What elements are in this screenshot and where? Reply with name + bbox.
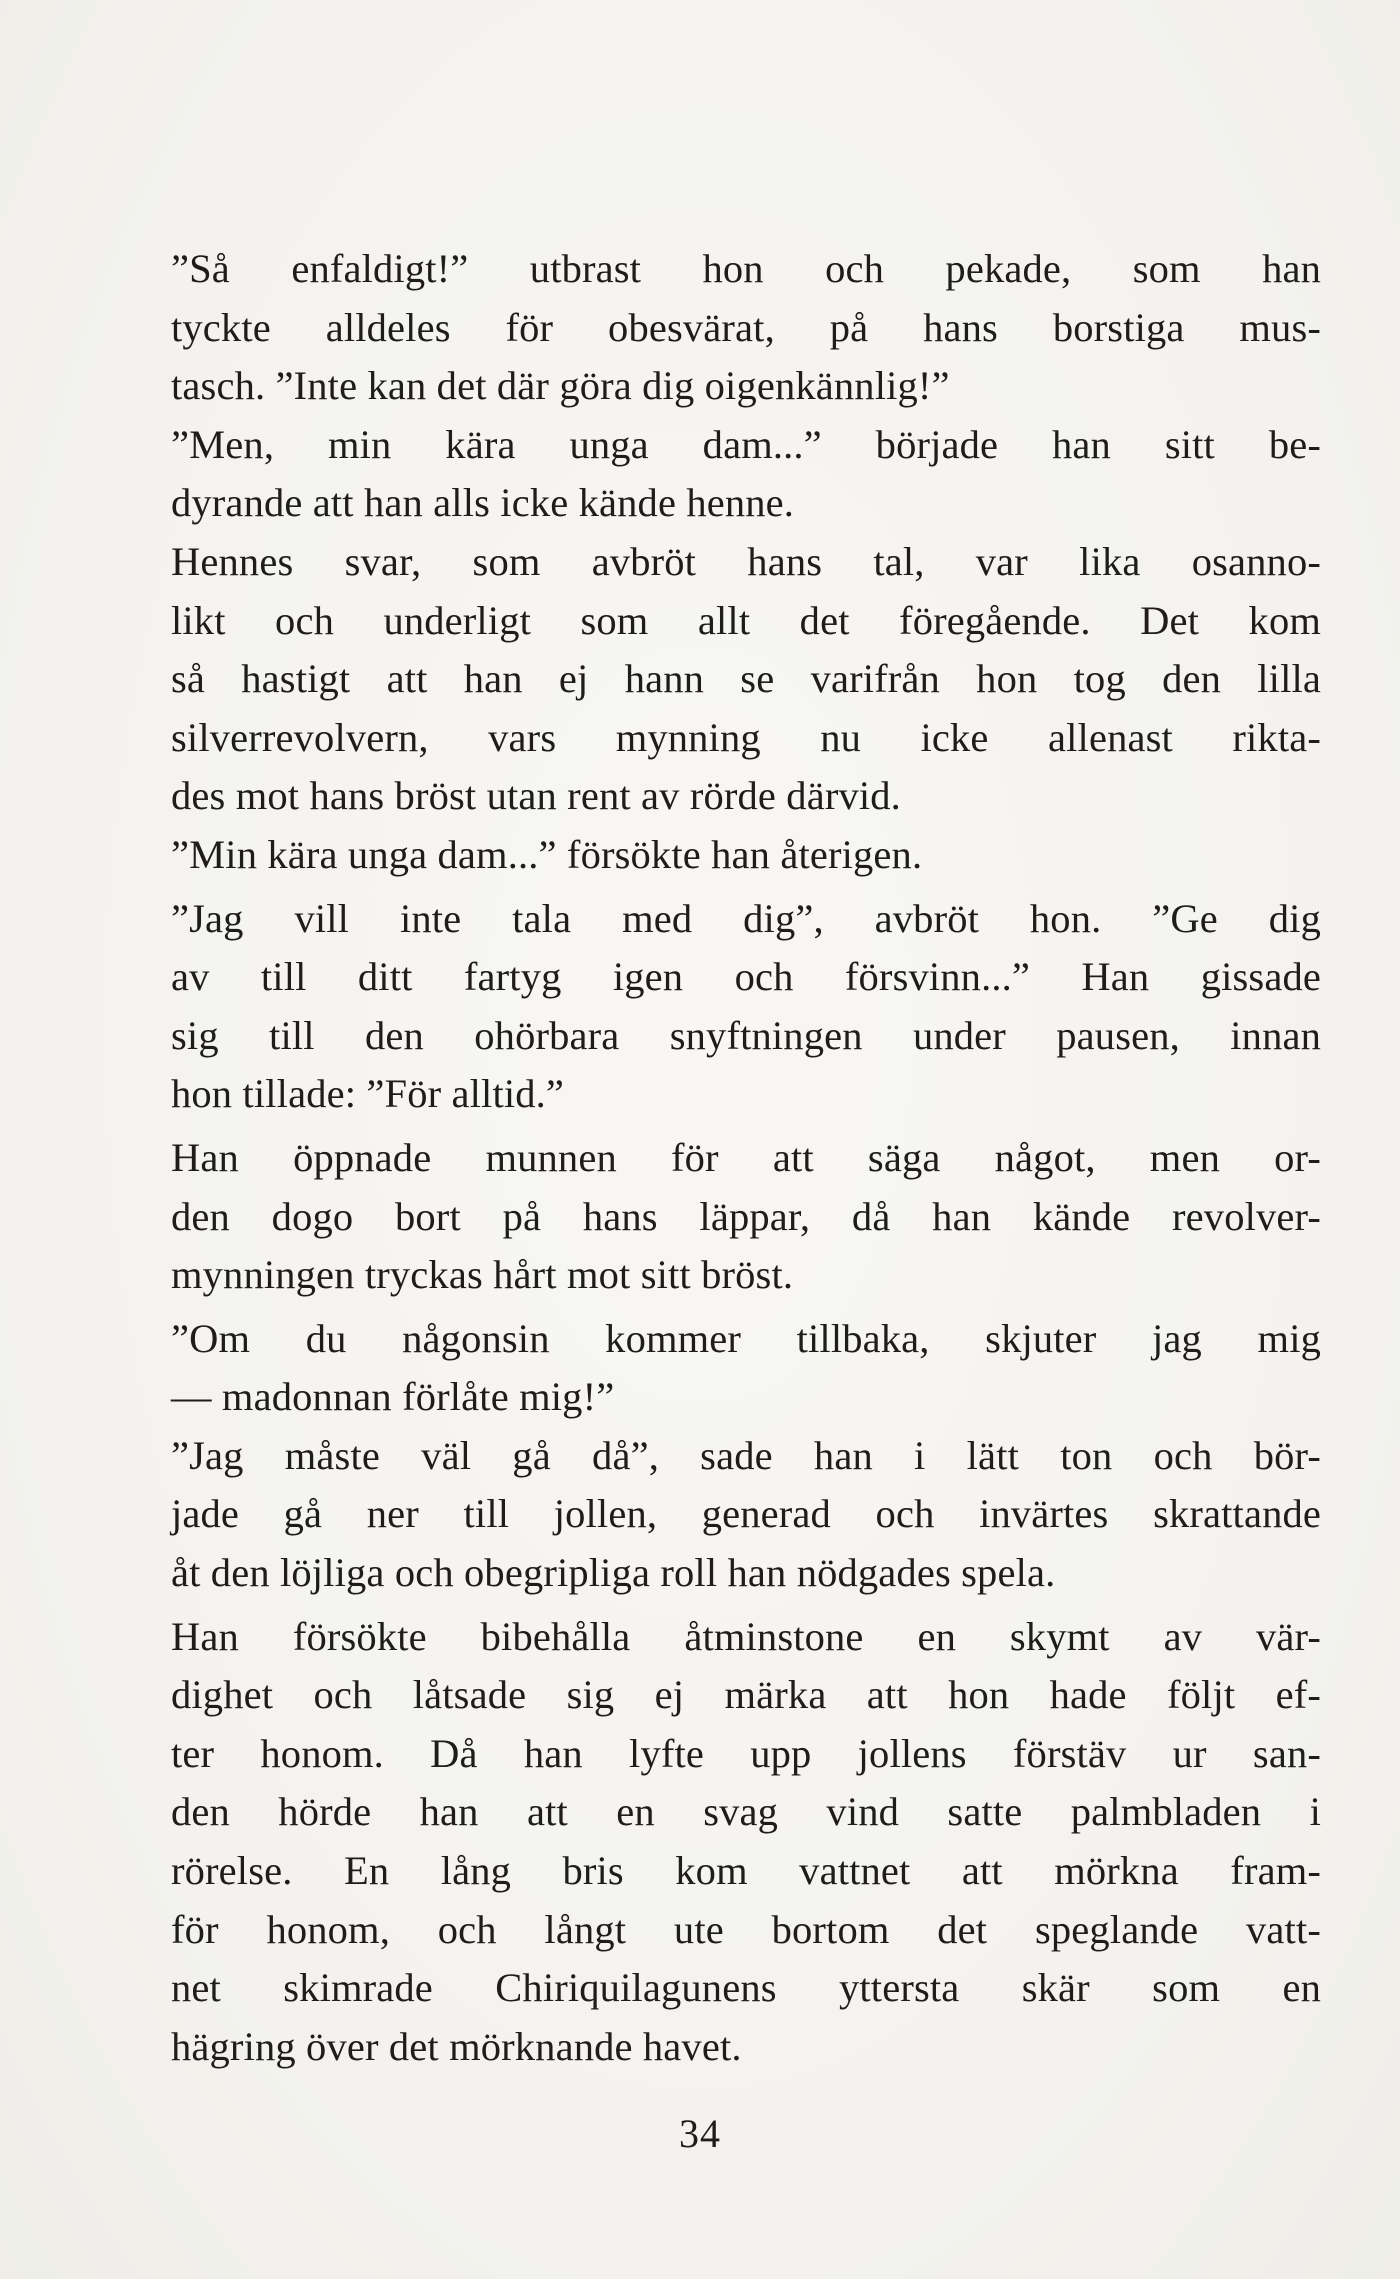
- text-line: des mot hans bröst utan rent av rörde därvid.: [171, 773, 901, 819]
- text-line: tasch. ”Inte kan det där göra dig oigenkännlig!”: [171, 363, 950, 409]
- paragraph: [171, 240, 1321, 416]
- text-line: åt den löjliga och obegripliga roll han nödgades spela.: [171, 1550, 1056, 1596]
- text-line: — madonnan förlåte mig!”: [171, 1374, 615, 1420]
- text-line: Han försökte bibehålla åtminstone en skymt av vär-: [171, 1613, 1321, 1659]
- text-line: Han öppnade munnen för att säga något, men or-: [171, 1134, 1321, 1180]
- text-line: ”Så enfaldigt!” utbrast hon och pekade, som han: [171, 246, 1321, 291]
- page-number: 34: [679, 2111, 721, 2156]
- text-line: silverrevolvern, vars mynning nu icke allenast rikta-: [171, 714, 1321, 760]
- text-line: ”Jag måste väl gå då”, sade han i lätt ton och bör-: [171, 1432, 1321, 1478]
- paragraph: [171, 1427, 1321, 1603]
- text-line: dyrande att han alls icke kände henne.: [171, 480, 795, 526]
- text-line: net skimrade Chiriquilagunens yttersta skär som en: [171, 1965, 1321, 2011]
- text-line: dighet och låtsade sig ej märka att hon hade följt ef-: [171, 1672, 1321, 1718]
- text-line: hon tillade: ”För alltid.”: [171, 1071, 565, 1117]
- paragraph: [171, 416, 1321, 533]
- paragraph: [171, 826, 1321, 885]
- text-line: den hörde han att en svag vind satte palmbladen i: [171, 1789, 1321, 1835]
- text-line: sig till den ohörbara snyftningen under pausen, innan: [171, 1012, 1321, 1058]
- text-line: ”Min kära unga dam...” försökte han återigen.: [171, 831, 923, 877]
- paragraph: [171, 1310, 1321, 1427]
- text-line: hägring över det mörknande havet.: [171, 2023, 742, 2069]
- text-line: rörelse. En lång bris kom vattnet att mörkna fram-: [171, 1848, 1321, 1894]
- text-line: likt och underligt som allt det föregående. Det kom: [171, 597, 1321, 643]
- text-line: så hastigt att han ej hann se varifrån hon tog den lilla: [171, 656, 1321, 702]
- paragraph: [171, 1608, 1321, 2077]
- body-text: [171, 240, 1321, 2076]
- text-line: av till ditt fartyg igen och försvinn...” Han gissade: [171, 954, 1321, 1000]
- text-line: ”Om du någonsin kommer tillbaka, skjuter jag mig: [171, 1315, 1321, 1361]
- text-line: tyckte alldeles för obesvärat, på hans borstiga mus-: [171, 304, 1321, 350]
- text-line: ter honom. Då han lyfte upp jollens förstäv ur san-: [171, 1730, 1321, 1776]
- text-line: ”Jag vill inte tala med dig”, avbröt hon. ”Ge dig: [171, 895, 1321, 941]
- paragraph: [171, 533, 1321, 826]
- text-line: ”Men, min kära unga dam...” började han sitt be-: [171, 421, 1321, 467]
- text-line: den dogo bort på hans läppar, då han kände revolver-: [171, 1193, 1321, 1239]
- text-line: Hennes svar, som avbröt hans tal, var lika osanno-: [171, 538, 1321, 584]
- paragraph: [171, 1129, 1321, 1305]
- text-line: för honom, och långt ute bortom det speglande vatt-: [171, 1906, 1321, 1952]
- text-line: jade gå ner till jollen, generad och invärtes skrattande: [171, 1491, 1321, 1537]
- paragraph: [171, 890, 1321, 1124]
- text-line: mynningen tryckas hårt mot sitt bröst.: [171, 1252, 794, 1298]
